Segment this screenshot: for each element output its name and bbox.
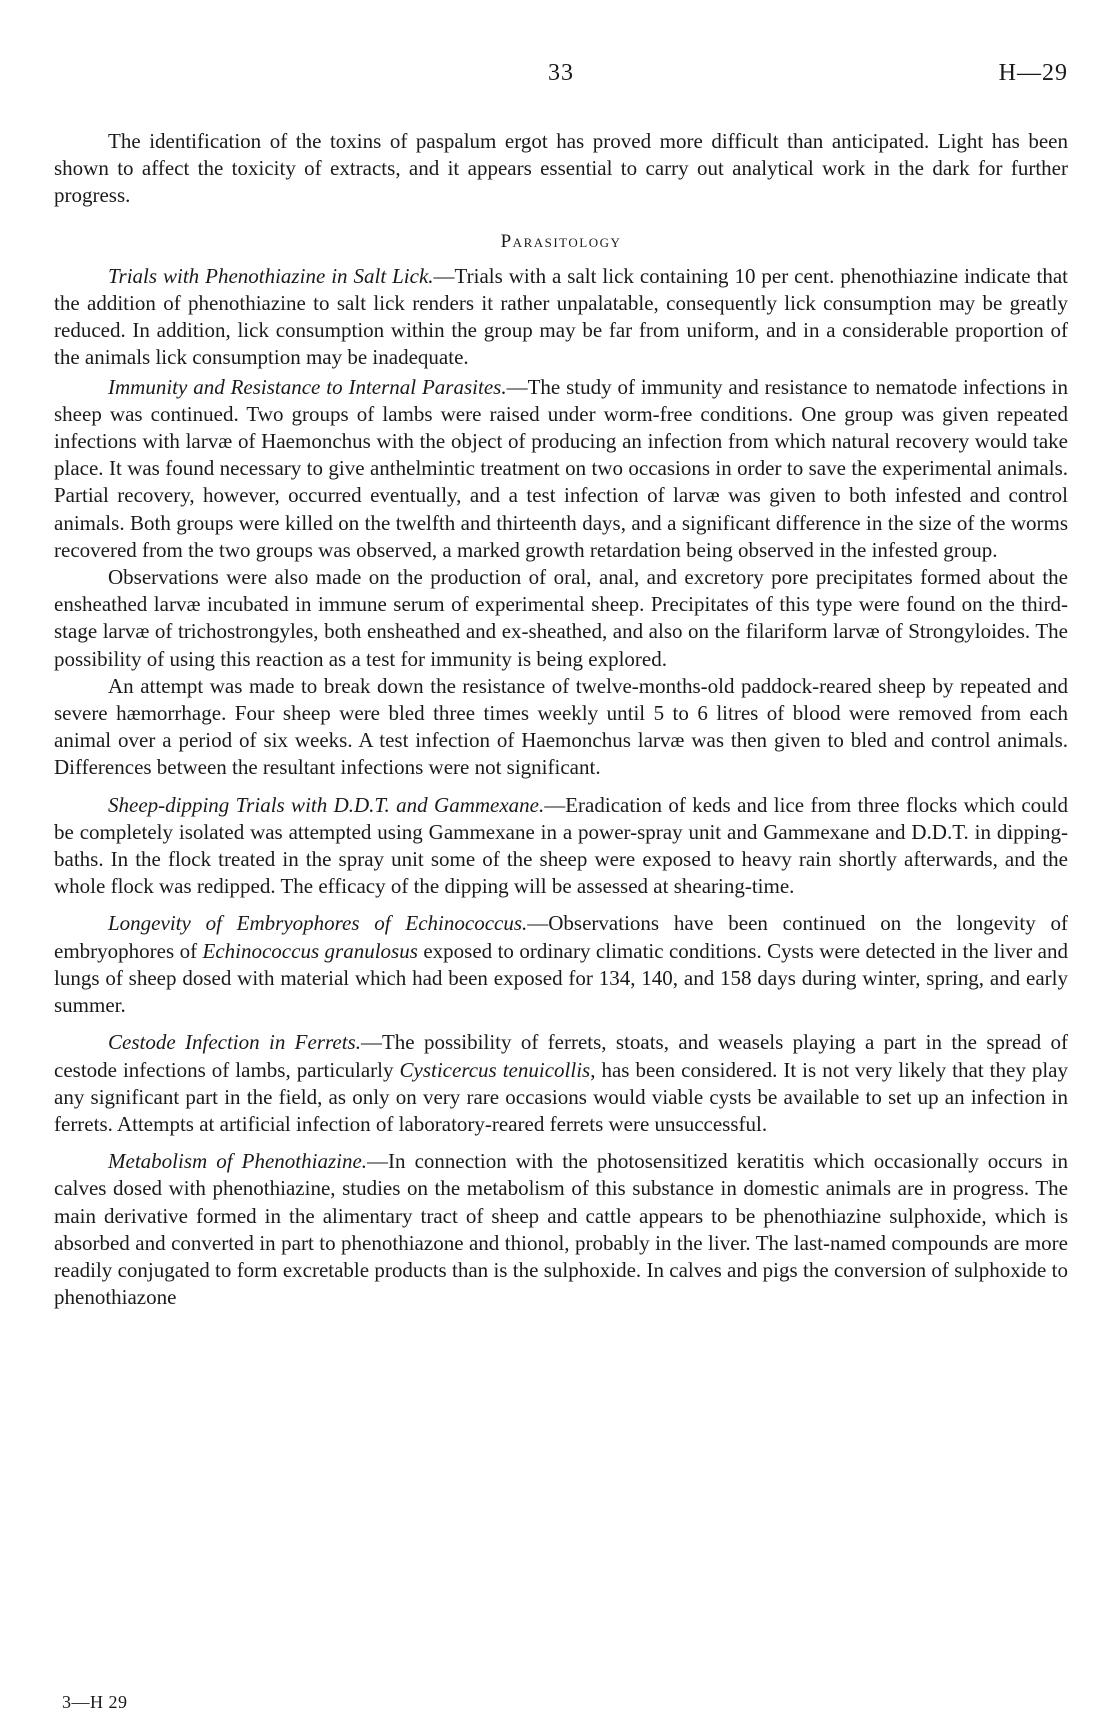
species-name: Echinococcus granulosus xyxy=(202,938,418,963)
paragraph-salt-lick xyxy=(54,263,1068,372)
body-text xyxy=(54,128,1068,1311)
paragraph-text: —Trials with a salt lick containing 10 per cent. phenothiazine indicate that the addition of phenothiazine to salt lick renders it rather unpalatable, consequently lick consumption may be greatly reduced. In addition, lick consumption within the group may be far from uniform, and in a considerable proportion of the animals lick consumption may be inadequate. xyxy=(54,263,1068,370)
run-in-heading: Trials with Phenothiazine in Salt Lick. xyxy=(108,263,434,288)
paragraph-text: —The possibility of ferrets, stoats, and weasels playing a part in the spread of cestode infections of lambs, particularly xyxy=(54,1030,1068,1082)
page-number: 33 xyxy=(548,60,574,86)
run-in-heading: Immunity and Resistance to Internal Parasites. xyxy=(108,374,507,399)
paragraph-text: —Observations have been continued on the longevity of embryophores of xyxy=(54,911,1068,963)
paragraph-echinococcus xyxy=(54,910,1068,1019)
paragraph-text: —Eradication of keds and lice from three flocks which could be completely isolated was attempted using Gammexane in a power-spray unit and Gammexane and D.D.T. in dipping-baths. In the flock treated in the spray unit some of the sheep were exposed to heavy rain shortly afterwards, and the whole flock was redipped. The efficacy of the dipping will be assessed at shearing-time. xyxy=(54,792,1068,899)
paragraph-haemorrhage: An attempt was made to break down the resistance of twelve-months-old paddock-reared sheep by repeated and severe hæmorrhage. Four sheep were bled three times weekly until 5 to 6 litres of blood were removed from each animal over a period of six weeks. A test infection of Haemonchus larvæ was then given to bled and control animals. Differences between the resultant infections were not significant. xyxy=(54,673,1068,780)
paragraph-metabolism xyxy=(54,1148,1068,1311)
paragraph-text: —In connection with the photosensitized keratitis which occasionally occurs in calves dosed with phenothiazine, studies on the metabolism of this substance in domestic animals are in progress. The main derivative formed in the alimentary tract of sheep and cattle appears to be phenothiazine sulphoxide, which is absorbed and converted in part to phenothiazone and thionol, probably in the liver. The last-named compounds are more readily conjugated to form excretable products than is the sulphoxide. In calves and pigs the conversion of sulphoxide to phenothiazone xyxy=(54,1149,1068,1310)
series-reference: H—29 xyxy=(998,60,1068,86)
section-heading-parasitology: Parasitology xyxy=(500,230,622,252)
page-header xyxy=(54,60,1068,96)
paragraph-precipitates: Observations were also made on the production of oral, anal, and excretory pore precipitates formed about the ensheathed larvæ incubated in immune serum of experimental sheep. Precipitates of this type were found on the third-stage larvæ of trichostrongyles, both ensheathed and ex-sheathed, and also on the filariform larvæ of Strongyloides. The possibility of using this reaction as a test for immunity is being explored. xyxy=(54,565,1068,671)
run-in-heading: Cestode Infection in Ferrets. xyxy=(108,1030,361,1055)
run-in-heading: Metabolism of Phenothiazine. xyxy=(108,1149,368,1174)
printer-signature: 3—H 29 xyxy=(62,1692,128,1712)
paragraph-text: , has been considered. It is not very likely that they play any significant part in the field, as only on very rare occasions would viable cysts be available to set up an infection in ferrets. Attempts at artificial infection of laboratory-reared ferrets were unsuccessful. xyxy=(54,1057,1068,1136)
paragraph-paspalum-ergot: The identification of the toxins of paspalum ergot has proved more difficult than anticipated. Light has been shown to affect the toxicity of extracts, and it appears essential to carry out analytical work in the dark for further progress. xyxy=(54,129,1068,208)
run-in-heading: Longevity of Embryophores of Echinococcus. xyxy=(108,911,528,936)
paragraph-immunity xyxy=(54,374,1068,564)
paragraph-sheep-dipping xyxy=(54,792,1068,901)
paragraph-text: —The study of immunity and resistance to nematode infections in sheep was continued. Two groups of lambs were raised under worm-free conditions. One group was given repeated infections with larvæ of Haemonchus with the object of producing an infection from which natural recovery would take place. It was found necessary to give anthelmintic treatment on two occasions in order to save the experimental animals. Partial recovery, however, occurred eventually, and a test infection of larvæ was given to both infested and control animals. Both groups were killed on the twelfth and thirteenth days, and a significant difference in the size of the worms recovered from the two groups was observed, a marked growth retardation being observed in the infested group. xyxy=(54,374,1068,562)
document-page xyxy=(54,0,1068,1735)
paragraph-text: exposed to ordinary climatic conditions. Cysts were detected in the liver and lungs of sheep dosed with material which had been exposed for 134, 140, and 158 days during winter, spring, and early summer. xyxy=(54,938,1068,1018)
species-name: Cysticercus tenuicollis xyxy=(399,1057,591,1082)
run-in-heading: Sheep-dipping Trials with D.D.T. and Gammexane. xyxy=(108,792,545,817)
paragraph-cestode xyxy=(54,1029,1068,1138)
